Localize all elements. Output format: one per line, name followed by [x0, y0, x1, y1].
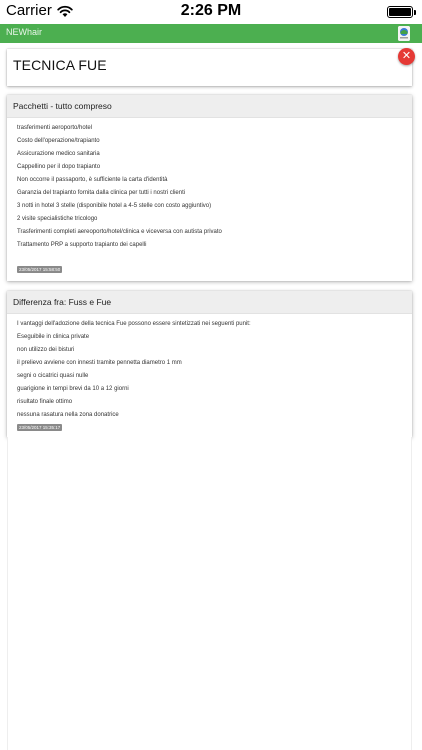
- list-item: Garanzia del trapianto fornita dalla clinica per tutti i nostri clienti: [17, 190, 186, 196]
- list-item: 2 visite specialistiche tricologo: [17, 216, 98, 222]
- list-item: 3 notti in hotel 3 stelle (disponibile hotel a 4-5 stelle con costo aggiuntivo): [17, 203, 212, 209]
- close-icon: ✕: [401, 50, 412, 62]
- list-item: Cappellino per il dopo trapianto: [17, 164, 101, 170]
- list-item: risultato finale ottimo: [17, 399, 73, 405]
- list-item: Costo dell'operazione/trapianto: [17, 138, 100, 144]
- header-card: [7, 49, 412, 86]
- page-title: TECNICA FUE: [13, 57, 107, 73]
- list-item: Trattamento PRP a supporto trapianto dei capelli: [17, 242, 147, 248]
- app-title: NEWhair: [6, 27, 43, 37]
- timestamp-badge: 23/05/2017 15:58:50: [19, 267, 61, 272]
- close-button[interactable]: [398, 48, 415, 65]
- list-item: il prelievo avviene con innesti tramite pennetta diametro 1 mm: [17, 360, 182, 366]
- clock: 2:26 PM: [180, 2, 242, 19]
- list-item: segni o cicatrici quasi nulle: [17, 373, 89, 379]
- list-item: Trasferimenti completi aereoporto/hotel/clinica e viceversa con autista privato: [17, 229, 222, 235]
- battery-icon: [387, 6, 413, 18]
- difference-card: [7, 291, 412, 437]
- carrier-label: Carrier: [6, 2, 52, 19]
- nav-bar: [0, 24, 422, 43]
- packages-card-title: Pacchetti - tutto compreso: [7, 95, 412, 118]
- app-logo-icon[interactable]: [398, 26, 410, 41]
- list-item: guarigione in tempi brevi da 10 a 12 giorni: [17, 386, 129, 392]
- list-item: trasferimenti aeroporto/hotel: [17, 125, 93, 131]
- packages-card: [7, 95, 412, 281]
- list-item: Eseguibile in clinica private: [17, 334, 90, 340]
- content-scroll-area[interactable]: [7, 437, 412, 750]
- list-item: nessuna rasatura nella zona donatrice: [17, 412, 119, 418]
- list-item: non utilizzo dei bisturi: [17, 347, 75, 353]
- battery-tip: [414, 10, 416, 15]
- list-item: I vantaggi dell'adozione della tecnica Fue possono essere sintetizzati nei seguenti punit:: [17, 321, 251, 327]
- list-item: Non occorre il passaporto, è sufficiente la carta d'identità: [17, 177, 168, 183]
- timestamp-badge: 23/05/2017 15:35:17: [19, 425, 61, 430]
- status-bar: [0, 0, 422, 24]
- list-item: Assicurazione medico sanitaria: [17, 151, 100, 157]
- difference-card-title: Differenza fra: Fuss e Fue: [7, 291, 412, 314]
